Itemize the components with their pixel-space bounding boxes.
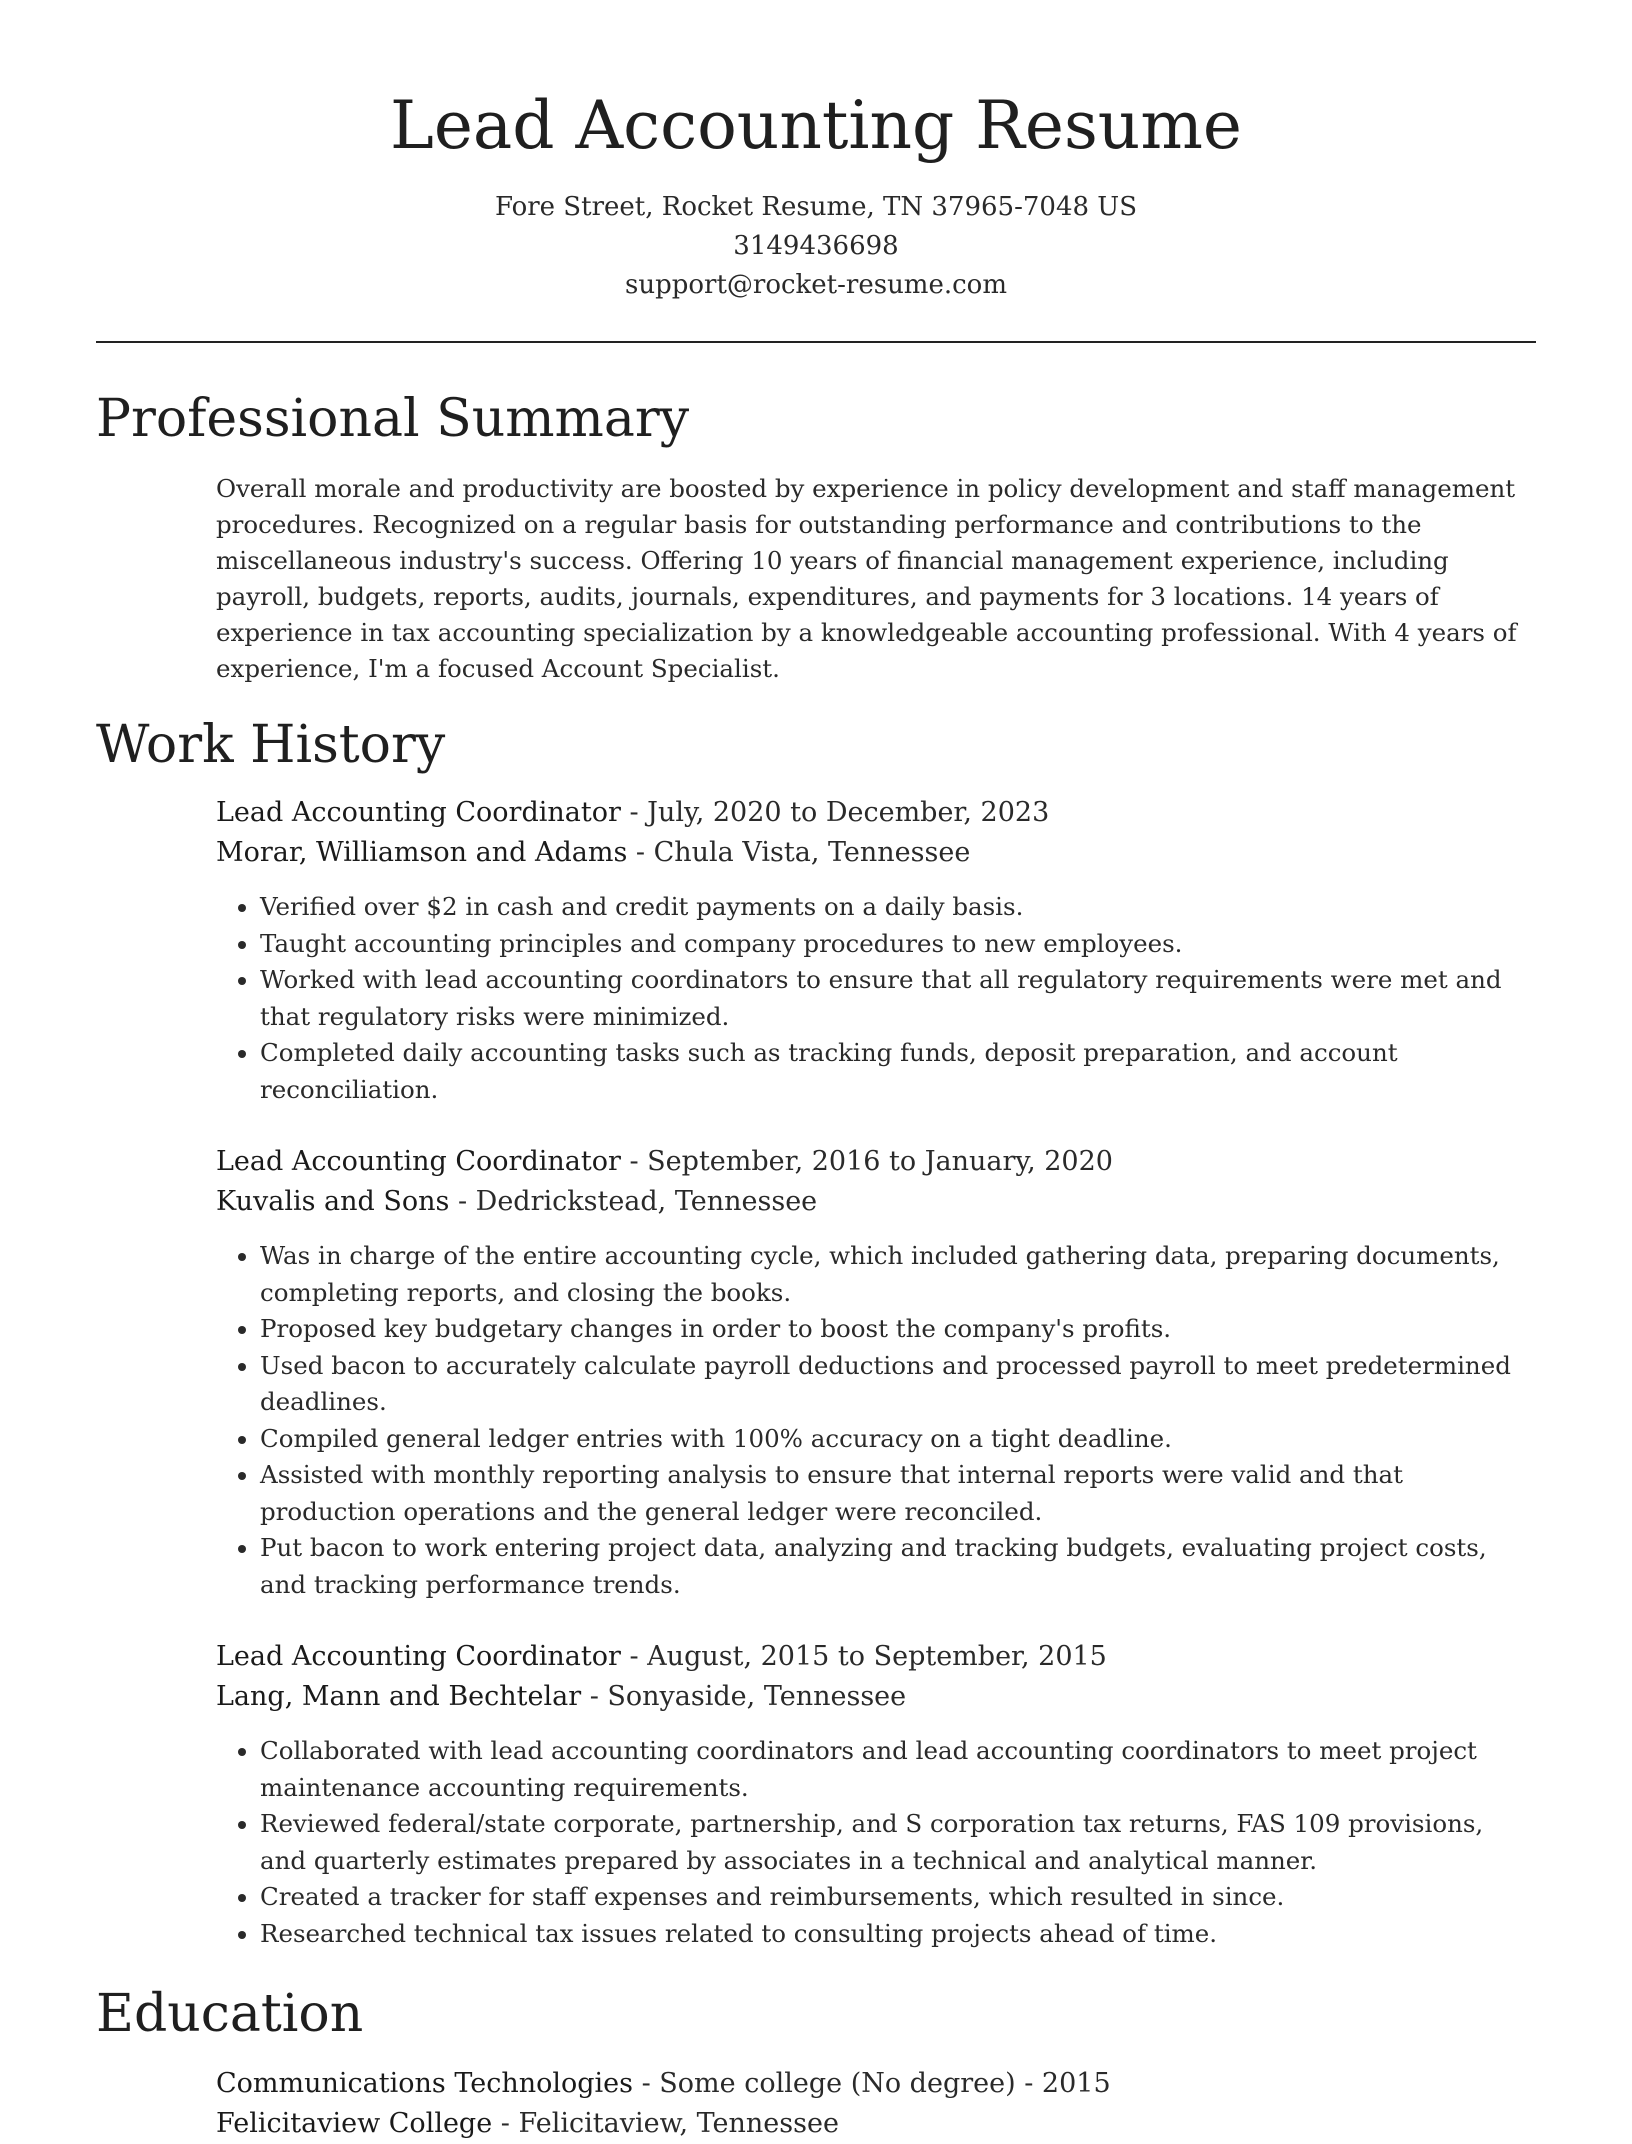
professional-summary-section	[96, 387, 1536, 687]
job-bullet: • Collaborated with lead accounting coordinators and lead accounting coordinators to meet project maintenance accounting requirements.	[260, 1733, 1536, 1806]
work-history-section	[96, 713, 1536, 1952]
contact-address: Fore Street, Rocket Resume, TN 37965-7048 US	[494, 192, 1138, 222]
job-bullets	[216, 889, 1536, 1108]
job-bullets	[216, 1733, 1536, 1952]
job-bullet: • Reviewed federal/state corporate, partnership, and S corporation tax returns, FAS 109 provisions, and quarterly estimates prepared by associates in a technical and analytical manner.	[260, 1806, 1536, 1879]
header-divider	[96, 341, 1536, 343]
job-bullet: • Taught accounting principles and company procedures to new employees.	[260, 926, 1536, 963]
education-section	[96, 1982, 1536, 2144]
summary-text: Overall morale and productivity are boosted by experience in policy development and staff management procedures. Recognized on a regular basis for outstanding performance and contributions to the miscellaneous industry's success. Offering 10 years of financial management experience, including payroll, budgets, reports, audits, journals, expenditures, and payments for 3 locations. 14 years of experience in tax accounting specialization by a knowledgeable accounting professional. With 4 years of experience, I'm a focused Account Specialist.	[216, 474, 1517, 683]
job-bullet: • Proposed key budgetary changes in order to boost the company's profits.	[260, 1311, 1536, 1348]
job-dates: - August, 2015 to September, 2015	[620, 1641, 1107, 1672]
education-degree-line	[216, 2064, 1536, 2104]
job-bullet: • Put bacon to work entering project data, analyzing and tracking budgets, evaluating project costs, and tracking performance trends.	[260, 1530, 1536, 1603]
job-dates: - July, 2020 to December, 2023	[620, 797, 1050, 828]
job-bullet: • Was in charge of the entire accounting cycle, which included gathering data, preparing documents, completing reports, and closing the books.	[260, 1238, 1536, 1311]
job-company-line	[216, 1182, 1536, 1222]
contact-email: support@rocket-resume.com	[624, 270, 1007, 300]
job-bullet: • Assisted with monthly reporting analysis to ensure that internal reports were valid and that production operations and the general ledger were reconciled.	[260, 1457, 1536, 1530]
job-location: - Dedrickstead, Tennessee	[449, 1186, 818, 1217]
education-location: - Felicitaview, Tennessee	[492, 2108, 839, 2139]
job-bullet: • Compiled general ledger entries with 100% accuracy on a tight deadline.	[260, 1421, 1536, 1458]
job-entry	[216, 1637, 1536, 1952]
job-company-line	[216, 1677, 1536, 1717]
education-degree: - Some college (No degree) - 2015	[633, 2068, 1111, 2099]
job-location: - Sonyaside, Tennessee	[581, 1681, 907, 1712]
job-company-line	[216, 833, 1536, 873]
job-location: - Chula Vista, Tennessee	[627, 837, 971, 868]
job-title-line	[216, 793, 1536, 833]
section-title-work: Work History	[96, 715, 446, 775]
job-role: Lead Accounting Coordinator	[216, 797, 621, 828]
contact-block	[96, 188, 1536, 305]
job-bullets	[216, 1238, 1536, 1603]
job-company: Lang, Mann and Bechtelar	[216, 1681, 582, 1712]
job-entry	[216, 793, 1536, 1108]
job-company: Morar, Williamson and Adams	[216, 837, 628, 868]
education-school: Felicitaview College	[216, 2108, 493, 2139]
job-dates: - September, 2016 to January, 2020	[620, 1146, 1113, 1177]
resume-header	[96, 0, 1536, 305]
job-bullet: • Verified over $2 in cash and credit payments on a daily basis.	[260, 889, 1536, 926]
job-bullet: • Created a tracker for staff expenses and reimbursements, which resulted in since.	[260, 1879, 1536, 1916]
job-role: Lead Accounting Coordinator	[216, 1641, 621, 1672]
job-bullet: • Worked with lead accounting coordinators to ensure that all regulatory requirements were met and that regulatory risks were minimized.	[260, 962, 1536, 1035]
contact-phone: 3149436698	[733, 231, 899, 261]
section-title-summary: Professional Summary	[96, 389, 690, 449]
job-company: Kuvalis and Sons	[216, 1186, 450, 1217]
education-field: Communications Technologies	[216, 2068, 634, 2099]
job-role: Lead Accounting Coordinator	[216, 1146, 621, 1177]
job-title-line	[216, 1637, 1536, 1677]
resume-title: Lead Accounting Resume	[390, 87, 1242, 164]
job-bullet: • Researched technical tax issues related to consulting projects ahead of time.	[260, 1916, 1536, 1953]
job-entry	[216, 1142, 1536, 1603]
job-bullet: • Used bacon to accurately calculate payroll deductions and processed payroll to meet predetermined deadlines.	[260, 1348, 1536, 1421]
section-title-education: Education	[96, 1984, 364, 2044]
job-bullet: • Completed daily accounting tasks such as tracking funds, deposit preparation, and account reconciliation.	[260, 1035, 1536, 1108]
education-school-line	[216, 2104, 1536, 2144]
education-entry	[216, 2064, 1536, 2144]
job-title-line	[216, 1142, 1536, 1182]
